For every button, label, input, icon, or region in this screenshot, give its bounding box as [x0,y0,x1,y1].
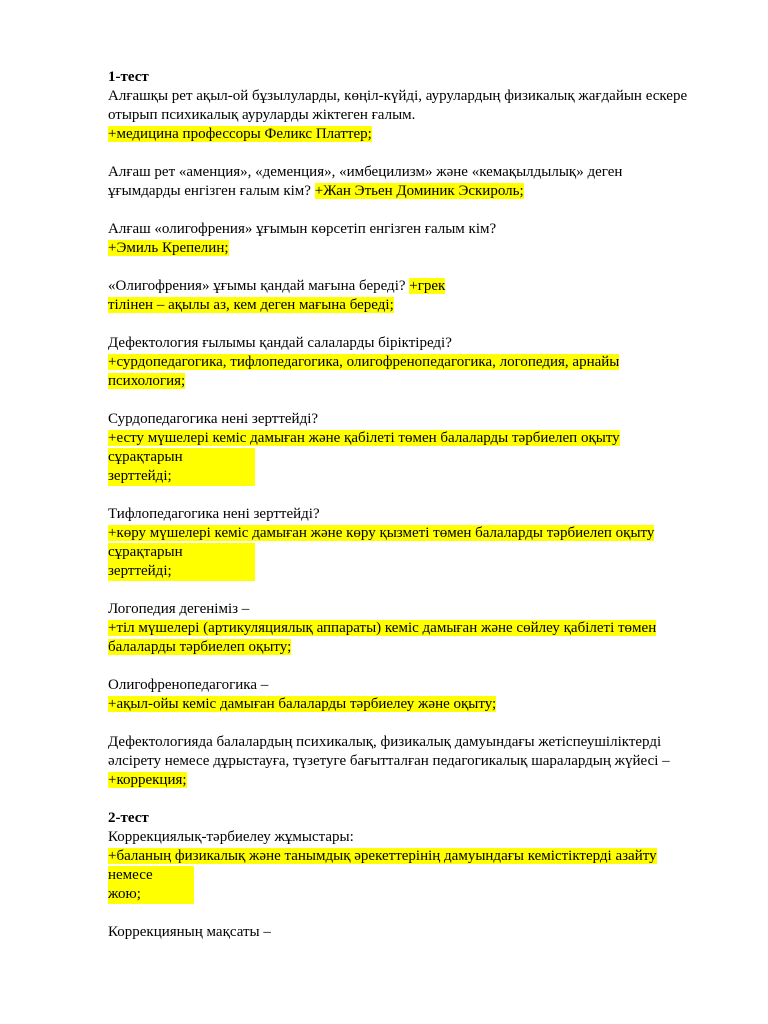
question-text: Дефектологияда балалардың психикалық, физикалық дамуындағы жетіспеушіліктерді [108,734,662,750]
answer-highlight: тілінен – ақылы аз, кем деген мағына береді; [108,297,394,313]
answer-highlight: зерттейді; [108,467,255,486]
question-text: Алғашқы рет ақыл-ой бұзылуларды, көңіл-күйді, аурулардың физикалық жағдайын ескере [108,88,688,104]
question-1 [108,87,708,144]
question-text: Коррекцияның мақсаты – [108,924,271,940]
answer-highlight: +грек [409,278,446,294]
question-11 [108,828,708,904]
answer-highlight: +Эмиль Крепелин; [108,240,229,256]
question-text: Сурдопедагогика нені зерттейді? [108,411,319,427]
answer-highlight: сұрақтарын [108,448,255,467]
answer-highlight: +Жан Этьен Доминик Эскироль; [314,183,524,199]
question-text: «Олигофрения» ұғымы қандай мағына береді? [108,278,406,294]
answer-highlight: +көру мүшелері кеміс дамыған және көру қызметі төмен балаларды тәрбиелеп оқыту [108,525,655,541]
answer-highlight: +тіл мүшелері (артикуляциялық аппараты) кеміс дамыған және сөйлеу қабілеті төмен [108,620,657,636]
answer-highlight: балаларды тәрбиелеп оқыту; [108,639,292,655]
question-text: Дефектология ғылымы қандай салаларды біріктіреді? [108,335,452,351]
answer-highlight: +медицина профессоры Феликс Платтер; [108,126,372,142]
answer-highlight: +коррекция; [108,772,187,788]
question-2 [108,163,708,201]
answer-highlight: немесе [108,866,194,885]
question-text: Алғаш «олигофрения» ұғымын көрсетіп енгізген ғалым кім? [108,221,497,237]
question-text: Олигофренопедагогика – [108,677,269,693]
question-6 [108,410,708,486]
answer-highlight: психология; [108,373,186,389]
answer-highlight: жою; [108,885,194,904]
answer-highlight: +есту мүшелері кеміс дамыған және қабілеті төмен балаларды тәрбиелеп оқыту [108,430,620,446]
test2-heading: 2-тест [108,810,149,826]
question-text: Тифлопедагогика нені зерттейді? [108,506,320,522]
question-12 [108,923,708,942]
answer-highlight: +сурдопедагогика, тифлопедагогика, олигофренопедагогика, логопедия, арнайы [108,354,620,370]
test1-heading: 1-тест [108,69,149,85]
document-body [108,68,708,961]
answer-highlight: +баланың физикалық және танымдық әрекеттерінің дамуындағы кемістіктерді азайту [108,848,657,864]
question-5 [108,334,708,391]
answer-highlight: зерттейді; [108,562,255,581]
answer-highlight: сұрақтарын [108,543,255,562]
question-10 [108,733,708,790]
question-4 [108,277,708,315]
question-text: Алғаш рет «аменция», «деменция», «имбецилизм» және «кемақылдылық» деген [108,164,623,180]
question-9 [108,676,708,714]
question-text: Коррекциялық-тәрбиелеу жұмыстары: [108,829,354,845]
question-text: отырып психикалық ауруларды жіктеген ғалым. [108,107,416,123]
question-3 [108,220,708,258]
question-8 [108,600,708,657]
question-text: әлсірету немесе дұрыстауға, түзетуге бағытталған педагогикалық шаралардың жүйесі – [108,753,670,769]
question-7 [108,505,708,581]
question-text: ұғымдарды енгізген ғалым кім? [108,183,311,199]
answer-highlight: +ақыл-ойы кеміс дамыған балаларды тәрбиелеу және оқыту; [108,696,497,712]
question-text: Логопедия дегеніміз – [108,601,250,617]
